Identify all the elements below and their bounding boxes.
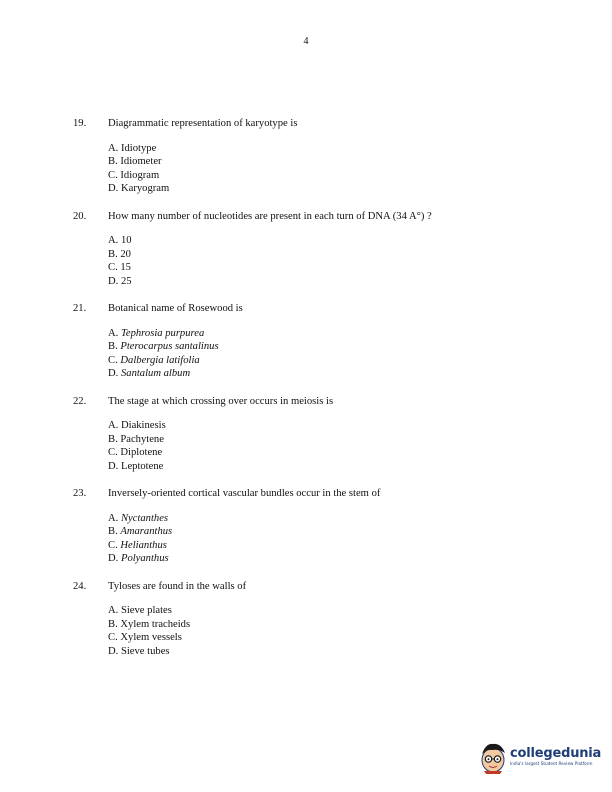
answer-option: [108, 182, 553, 196]
option-text: Pterocarpus santalinus: [120, 341, 219, 352]
option-text: Leptotene: [120, 460, 164, 472]
question-text: The stage at which crossing over occurs in meiosis is: [108, 395, 334, 407]
question-number: 19.: [73, 118, 87, 129]
question-block: [73, 117, 553, 196]
question-header: [73, 302, 553, 316]
question-block: [73, 580, 553, 659]
option-text: 20: [120, 248, 131, 260]
answer-option: [108, 512, 553, 526]
question-block: [73, 210, 553, 289]
question-text: Inversely-oriented cortical vascular bundles occur in the stem of: [108, 488, 381, 499]
answer-option: [108, 248, 553, 262]
option-list: [108, 512, 553, 566]
question-text: How many number of nucleotides are present in each turn of DNA (34 A°) ?: [108, 210, 432, 222]
answer-option: [108, 340, 553, 354]
answer-option: [108, 539, 553, 553]
answer-option: [108, 446, 553, 460]
option-text: Santalum album: [120, 368, 191, 379]
option-label: B.: [108, 248, 118, 260]
option-text: Nyctanthes: [120, 512, 169, 524]
option-label: A.: [108, 142, 119, 154]
option-text: Idiogram: [120, 169, 160, 181]
option-list: [108, 327, 553, 381]
answer-option: [108, 155, 553, 169]
answer-option: [108, 142, 553, 156]
question-header: [73, 580, 553, 594]
question-number: 20.: [73, 210, 87, 222]
option-list: [108, 604, 553, 658]
option-label: C.: [108, 632, 118, 643]
option-text: 10: [120, 235, 132, 246]
logo-tagline: India's largest Student Review Platform: [510, 761, 593, 766]
answer-option: [108, 327, 553, 341]
answer-option: [108, 261, 553, 275]
question-header: [73, 117, 553, 131]
option-list: [108, 419, 553, 473]
answer-option: [108, 367, 553, 381]
option-label: B.: [108, 526, 118, 537]
answer-option: [108, 645, 553, 659]
logo-brand-text: collegedunia: [510, 746, 602, 761]
option-label: D.: [108, 553, 119, 564]
option-label: C.: [108, 262, 118, 273]
option-label: B.: [108, 433, 118, 445]
option-label: A.: [108, 512, 119, 524]
option-text: Idiotype: [120, 142, 157, 154]
question-number: 23.: [73, 488, 87, 499]
question-text: Botanical name of Rosewood is: [108, 303, 243, 314]
question-block: [73, 487, 553, 566]
option-text: Diakinesis: [120, 420, 166, 431]
collegedunia-logo: [478, 737, 602, 777]
option-label: D.: [108, 275, 119, 287]
option-text: Sieve plates: [120, 605, 172, 616]
option-label: A.: [108, 420, 119, 431]
question-number: 21.: [73, 303, 87, 314]
answer-option: [108, 234, 553, 248]
option-list: [108, 142, 553, 196]
answer-option: [108, 604, 553, 618]
student-mascot-icon: [478, 740, 508, 774]
option-text: Idiometer: [120, 156, 162, 167]
question-text: Tyloses are found in the walls of: [108, 580, 247, 592]
question-list: [73, 117, 553, 672]
option-text: Dalbergia latifolia: [120, 354, 200, 366]
option-label: C.: [108, 539, 118, 551]
option-label: D.: [108, 368, 119, 379]
option-text: Tephrosia purpurea: [120, 327, 205, 339]
option-text: Helianthus: [120, 539, 167, 551]
question-header: [73, 395, 553, 409]
question-header: [73, 210, 553, 224]
option-text: 25: [120, 275, 132, 287]
option-label: B.: [108, 156, 118, 167]
option-text: Amaranthus: [120, 526, 173, 537]
option-label: D.: [108, 460, 119, 472]
answer-option: [108, 419, 553, 433]
answer-option: [108, 433, 553, 447]
answer-option: [108, 618, 553, 632]
answer-option: [108, 525, 553, 539]
answer-option: [108, 631, 553, 645]
option-label: A.: [108, 327, 119, 339]
question-text: Diagrammatic representation of karyotype is: [108, 118, 298, 129]
answer-option: [108, 275, 553, 289]
option-text: Sieve tubes: [120, 645, 170, 657]
option-label: C.: [108, 354, 118, 366]
option-label: B.: [108, 618, 118, 630]
option-label: A.: [108, 605, 119, 616]
option-label: C.: [108, 447, 118, 458]
answer-option: [108, 354, 553, 368]
answer-option: [108, 169, 553, 183]
option-label: C.: [108, 169, 118, 181]
option-label: A.: [108, 235, 119, 246]
option-list: [108, 234, 553, 288]
answer-option: [108, 552, 553, 566]
option-text: Polyanthus: [120, 553, 169, 564]
question-header: [73, 487, 553, 501]
page-number: 4: [303, 36, 309, 47]
answer-option: [108, 460, 553, 474]
option-label: B.: [108, 341, 118, 352]
option-text: Diplotene: [120, 447, 163, 458]
option-text: Pachytene: [120, 433, 164, 445]
question-block: [73, 302, 553, 381]
option-text: Xylem tracheids: [120, 618, 191, 630]
question-number: 24.: [73, 580, 87, 592]
option-text: 15: [120, 262, 131, 273]
option-text: Karyogram: [120, 183, 170, 194]
option-label: D.: [108, 183, 119, 194]
option-label: D.: [108, 645, 119, 657]
option-text: Xylem vessels: [120, 632, 182, 643]
question-number: 22.: [73, 395, 87, 407]
question-block: [73, 395, 553, 474]
